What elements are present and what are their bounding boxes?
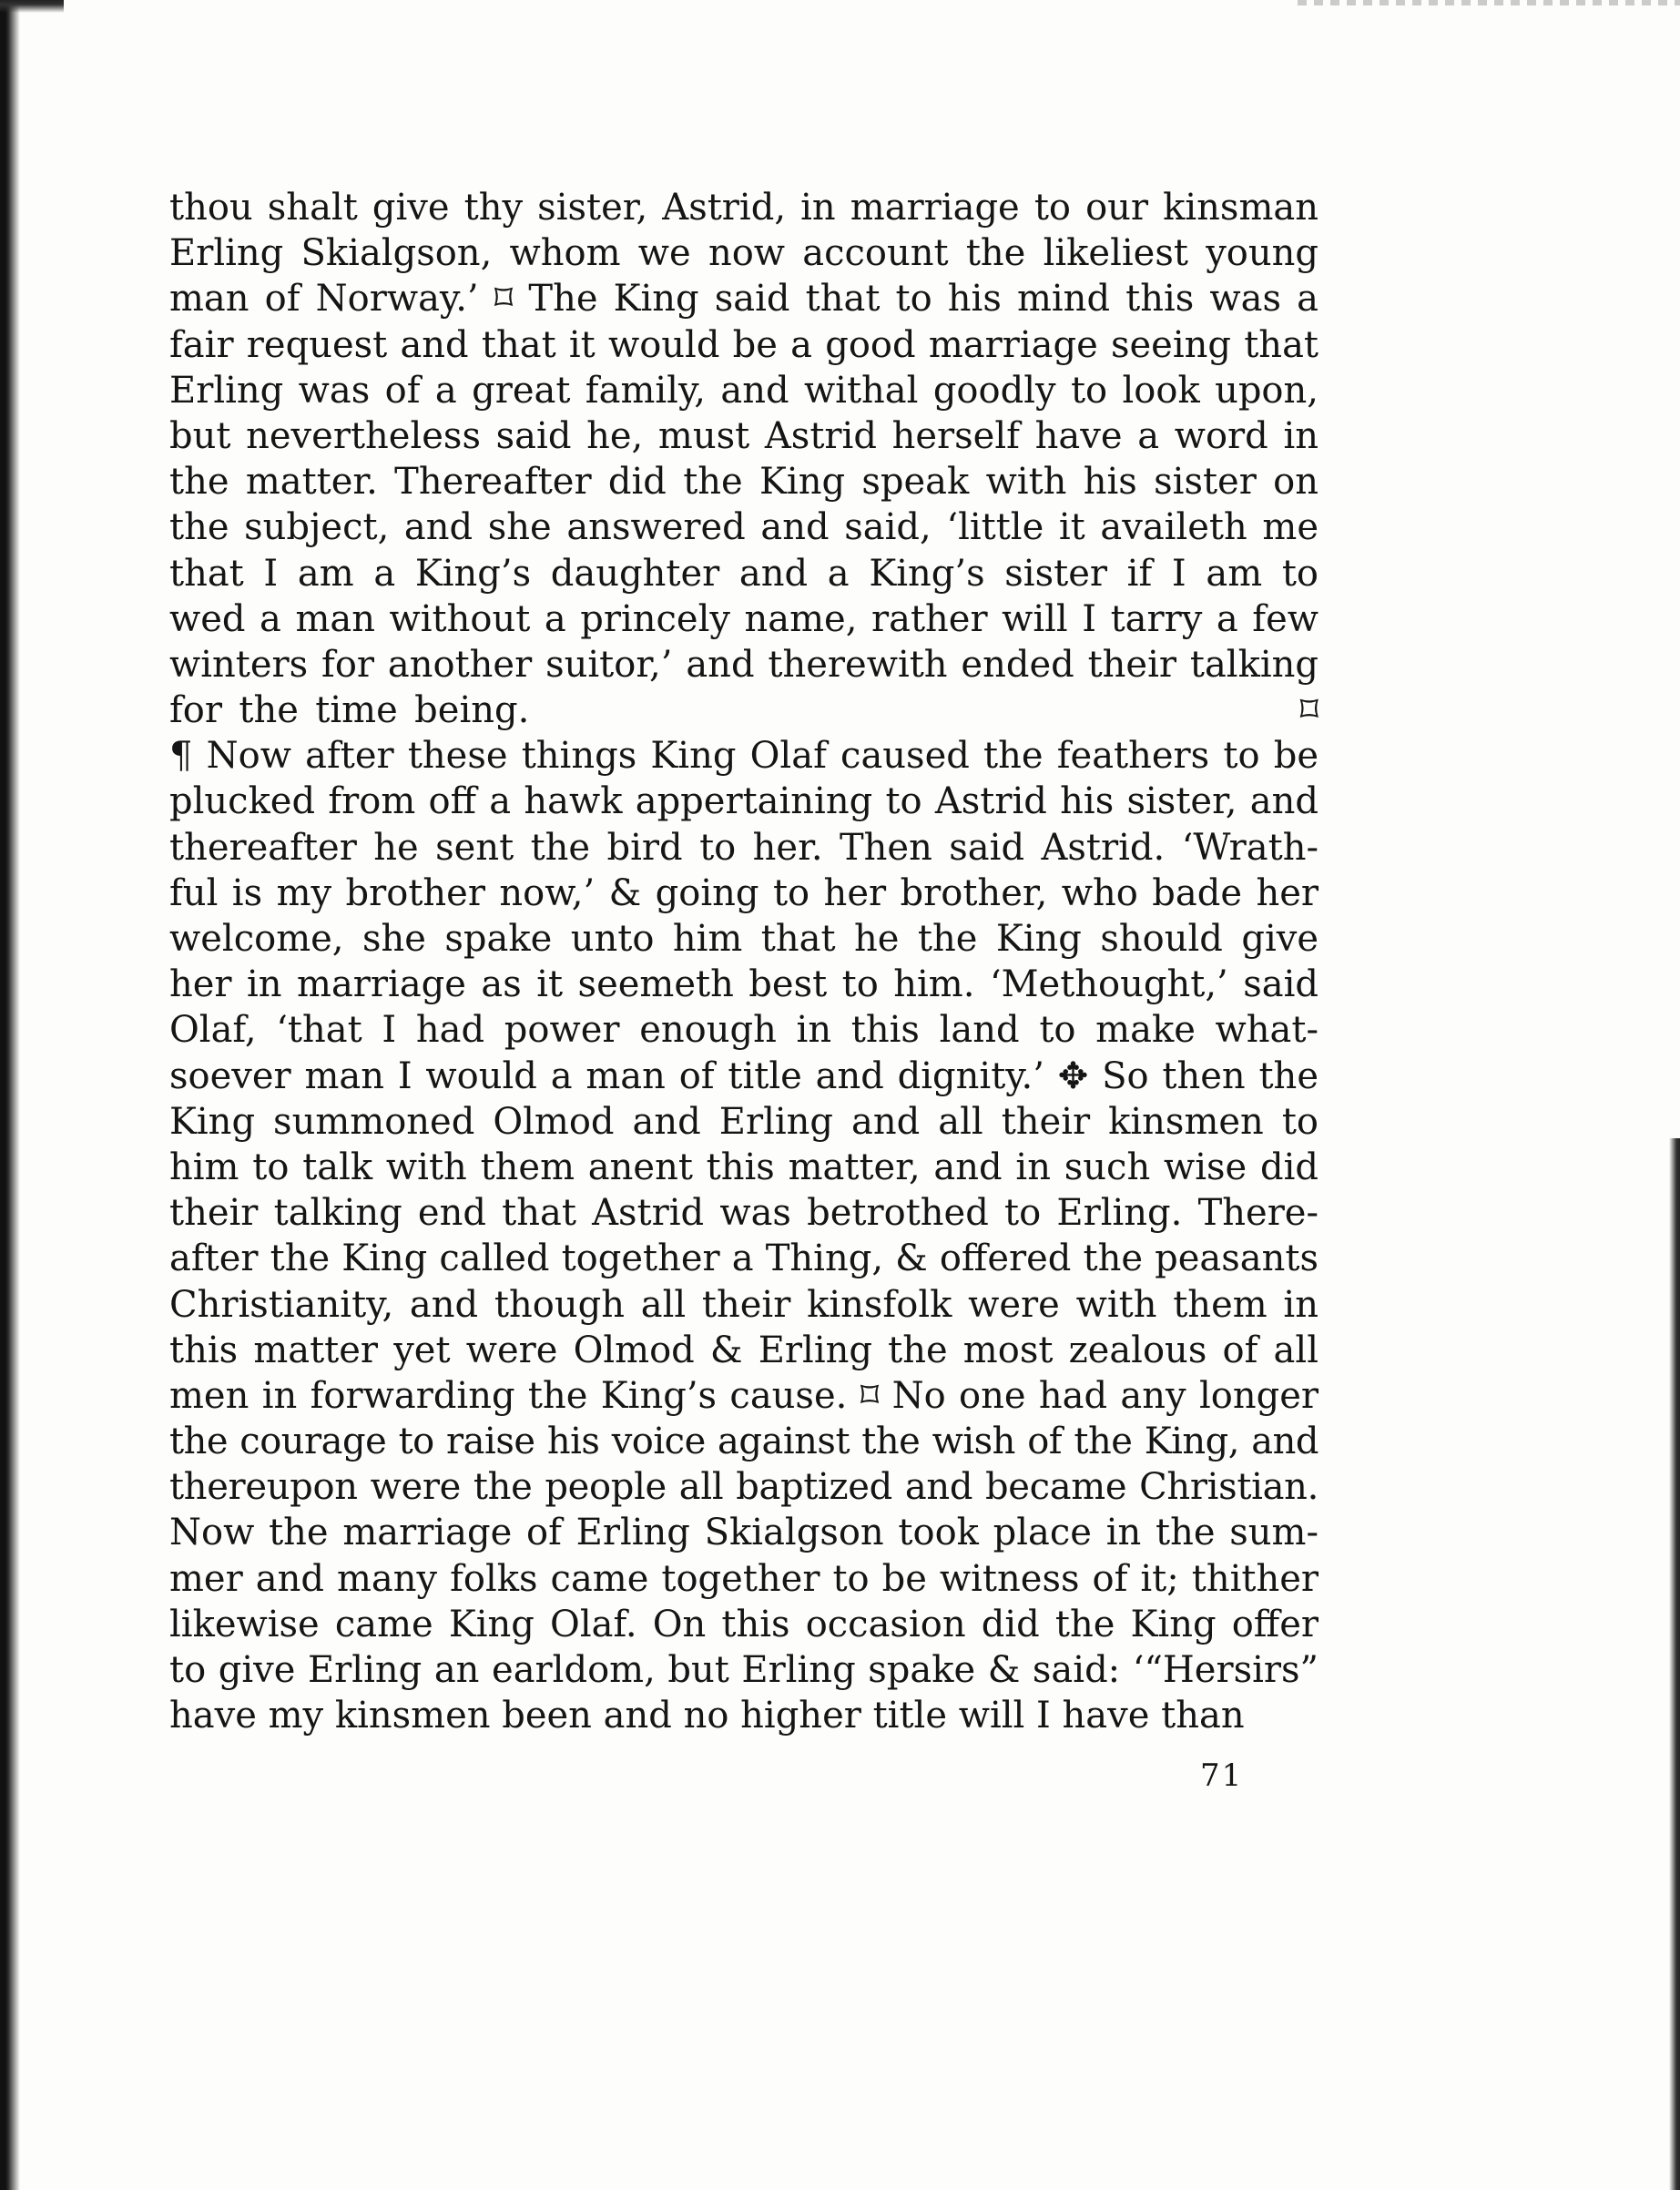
text-line: this matter yet were Olmod & Erling the most zealous of all: [169, 1329, 1319, 1371]
text-line: to give Erling an earldom, but Erling spake & said: ‘“Hersirs”: [169, 1649, 1319, 1691]
text-line: Now the marriage of Erling Skialgson took place in the sum-: [169, 1512, 1319, 1554]
text-line: that I am a King’s daughter and a King’s sister if I am to: [169, 552, 1319, 595]
text-line: wed a man without a princely name, rather will I tarry a few: [169, 597, 1319, 640]
text-line: thereupon were the people all baptized and became Christian.: [169, 1466, 1319, 1509]
scan-edge-left: [0, 0, 20, 2190]
text-line: him to talk with them anent this matter, and in such wise did: [169, 1146, 1319, 1188]
text-line: plucked from off a hawk appertaining to Astrid his sister, and: [169, 780, 1319, 823]
text-line: their talking end that Astrid was betrothed to Erling. There-: [169, 1192, 1319, 1235]
text-line: likewise came King Olaf. On this occasion did the King offer: [169, 1603, 1319, 1645]
text-line: her in marriage as it seemeth best to him. ‘Methought,’ said: [169, 963, 1319, 1006]
text-line: welcome, she spake unto him that he the King should give: [169, 918, 1319, 960]
text-line: King summoned Olmod and Erling and all their kinsmen to: [169, 1100, 1319, 1143]
text-line: winters for another suitor,’ and therewith ended their talking: [169, 643, 1319, 686]
text-line: thereafter he sent the bird to her. Then said Astrid. ‘Wrath-: [169, 826, 1319, 869]
text-line: ful is my brother now,’ & going to her brother, who bade her: [169, 871, 1319, 914]
body-text: [169, 185, 1319, 1738]
text-line: Erling was of a great family, and withal goodly to look upon,: [169, 369, 1319, 412]
text-line: for the time being. ⌑: [169, 689, 1319, 732]
text-line: fair request and that it would be a good marriage seeing that: [169, 323, 1319, 366]
text-line: man of Norway.’ ⌑ The King said that to his mind this was a: [169, 278, 1319, 321]
text-line: Christianity, and though all their kinsfolk were with them in: [169, 1283, 1319, 1326]
text-line: men in forwarding the King’s cause. ⌑ No one had any longer: [169, 1374, 1319, 1417]
scan-edge-top-left: [0, 0, 64, 13]
text-line: the matter. Thereafter did the King speak with his sister on: [169, 461, 1319, 504]
scan-edge-top-right: [1298, 0, 1680, 5]
text-line: thou shalt give thy sister, Astrid, in marriage to our kinsman: [169, 187, 1319, 229]
page-number: 71: [1200, 1757, 1244, 1794]
text-line: Olaf, ‘that I had power enough in this land to make what-: [169, 1009, 1319, 1052]
text-line: the courage to raise his voice against the wish of the King, and: [169, 1421, 1319, 1463]
text-line: but nevertheless said he, must Astrid herself have a word in: [169, 414, 1319, 457]
text-line: Erling Skialgson, whom we now account the likeliest young: [169, 232, 1319, 275]
text-line: ¶ Now after these things King Olaf caused the feathers to be: [169, 735, 1319, 778]
text-line: soever man I would a man of title and dignity.’ ✥ So then the: [169, 1054, 1319, 1097]
text-line: mer and many folks came together to be witness of it; thither: [169, 1557, 1319, 1600]
text-line: have my kinsmen been and no higher title will I have than: [169, 1695, 1245, 1737]
scan-edge-right: [1669, 1138, 1680, 2190]
text-line: after the King called together a Thing, & offered the peasants: [169, 1238, 1319, 1280]
text-line: the subject, and she answered and said, ‘little it availeth me: [169, 506, 1319, 549]
